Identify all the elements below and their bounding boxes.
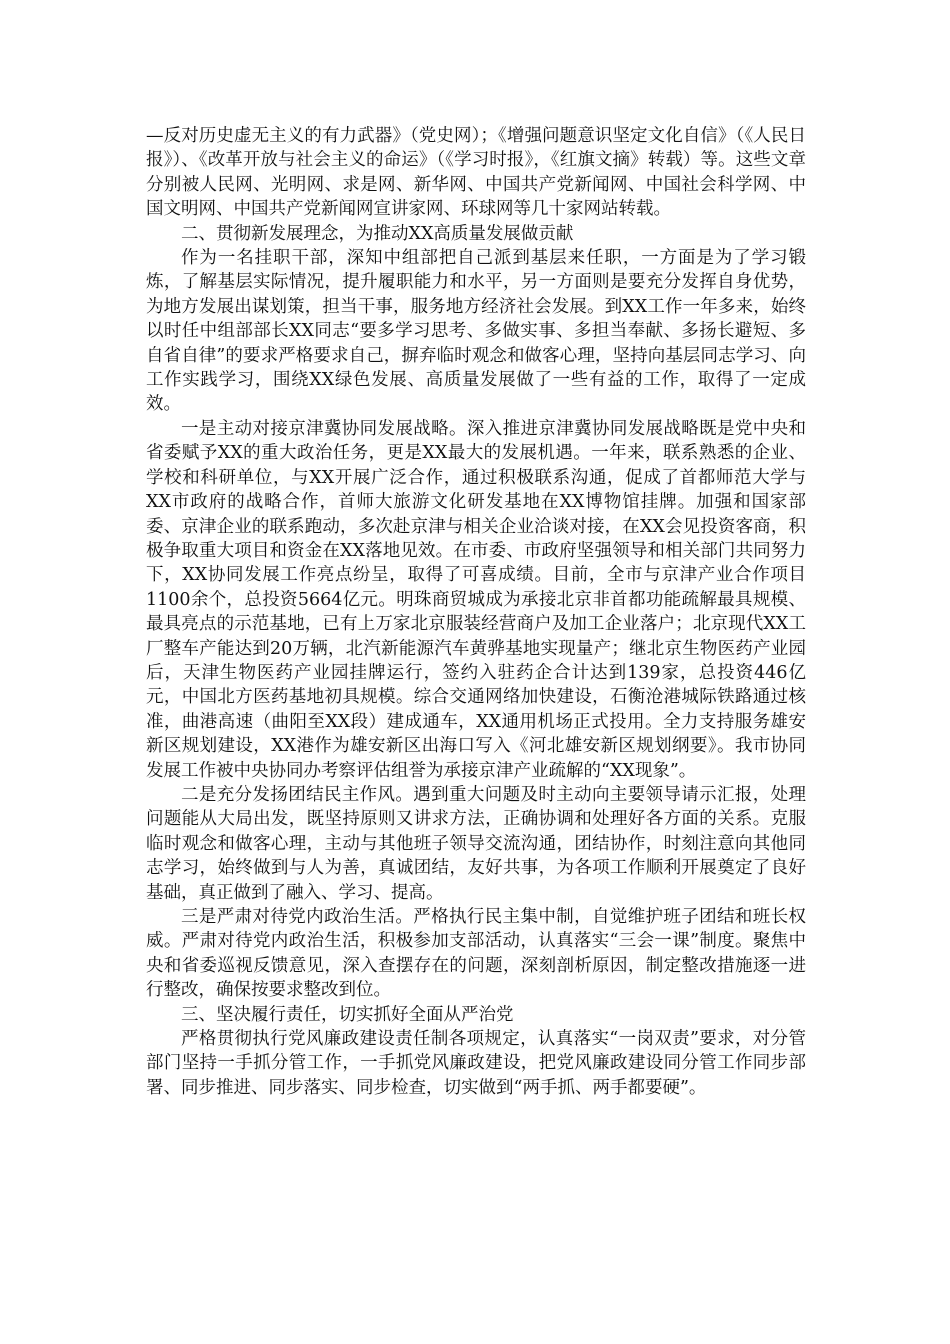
- paragraph-3: 作为一名挂职干部，深知中组部把自己派到基层来任职，一方面是为了学习锻炼，了解基层实际情况，提升履职能力和水平，另一方面则是要充分发挥自身优势，为地方发展出谋划策，担当干事，服务地方经济社会发展。到XX工作一年多来，始终以时任中组部部长XX同志“要多学习思考、多做实事、多担当奉献、多扬长避短、多自省自律”的要求严格要求自己，摒弃临时观念和做客心理，坚持向基层同志学习、向工作实践学习，围绕XX绿色发展、高质量发展做了一些有益的工作，取得了一定成效。: [146, 248, 806, 415]
- section-heading-3: 三、坚决履行责任，切实抓好全面从严治党: [181, 1004, 514, 1025]
- paragraph-8: 严格贯彻执行党风廉政建设责任制各项规定，认真落实“一岗双责”要求，对分管部门坚持一手抓分管工作，一手抓党风廉政建设，把党风廉政建设同分管工作同步部署、同步推进、同步落实、同步检查，切实做到“两手抓、两手都要硬”。: [146, 1029, 806, 1098]
- paragraph-6: 三是严肃对待党内政治生活。严格执行民主集中制，自觉维护班子团结和班长权威。严肃对待党内政治生活，积极参加支部活动，认真落实“三会一课”制度。聚焦中央和省委巡视反馈意见，深入查摆存在的问题，深刻剖析原因，制定整改措施逐一进行整改，确保按要求整改到位。: [146, 907, 806, 1001]
- section-heading-2: 二、贯彻新发展理念，为推动XX高质量发展做贡献: [181, 223, 574, 244]
- paragraph-1: —反对历史虚无主义的有力武器》（党史网）；《增强问题意识坚定文化自信》（《人民日报》）、《改革开放与社会主义的命运》（《学习时报》，《红旗文摘》转载）等。这些文章分别被人民网、光明网、求是网、新华网、中国共产党新闻网、中国社会科学网、中国文明网、中国共产党新闻网宣讲家网、环球网等几十家网站转载。: [146, 126, 806, 220]
- document-page: [146, 124, 806, 1100]
- paragraph-5: 二是充分发扬团结民主作风。遇到重大问题及时主动向主要领导请示汇报，处理问题能从大局出发，既坚持原则又讲求方法，正确协调和处理好各方面的关系。克服临时观念和做客心理，主动与其他班子领导交流沟通，团结协作，时刻注意向其他同志学习，始终做到与人为善，真诚团结，友好共事，为各项工作顺利开展奠定了良好基础，真正做到了融入、学习、提高。: [146, 784, 806, 903]
- paragraph-4: 一是主动对接京津冀协同发展战略。深入推进京津冀协同发展战略既是党中央和省委赋予XX的重大政治任务，更是XX最大的发展机遇。一年来，联系熟悉的企业、学校和科研单位，与XX开展广泛合作，通过积极联系沟通，促成了首都师范大学与XX市政府的战略合作，首师大旅游文化研发基地在XX博物馆挂牌。加强和国家部委、京津企业的联系跑动，多次赴京津与相关企业洽谈对接，在XX会见投资客商，积极争取重大项目和资金在XX落地见效。在市委、市政府坚强领导和相关部门共同努力下，XX协同发展工作亮点纷呈，取得了可喜成绩。目前，全市与京津产业合作项目1100余个，总投资5664亿元。明珠商贸城成为承接北京非首都功能疏解最具规模、最具亮点的示范基地，已有上万家北京服装经营商户及加工企业落户；北京现代XX工厂整车产能达到20万辆，北汽新能源汽车黄骅基地实现量产；继北京生物医药产业园后，天津生物医药产业园挂牌运行，签约入驻药企合计达到139家，总投资446亿元，中国北方医药基地初具规模。综合交通网络加快建设，石衡沧港城际铁路通过核准，曲港高速（曲阳至XX段）建成通车，XX通用机场正式投用。全力支持服务雄安新区规划建设，XX港作为雄安新区出海口写入《河北雄安新区规划纲要》。我市协同发展工作被中央协同办考察评估组誉为承接京津产业疏解的“XX现象”。: [146, 418, 806, 781]
